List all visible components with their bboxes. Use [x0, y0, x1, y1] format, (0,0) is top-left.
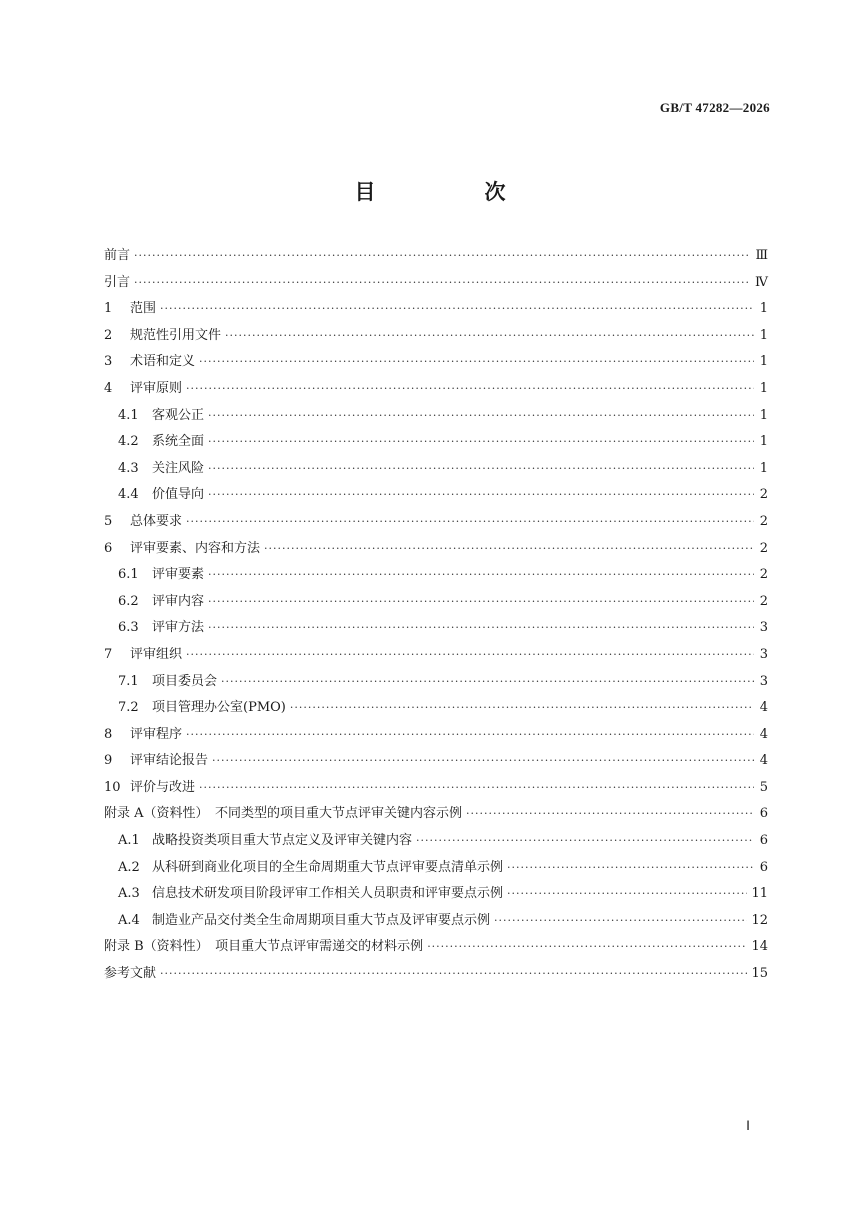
toc-entry-number: 7.2 [118, 700, 139, 716]
toc-entry-label: 评审程序 [130, 726, 183, 742]
toc-entry-number: 7 [104, 646, 113, 662]
toc-entry-label: 评价与改进 [130, 779, 196, 795]
toc-entry-number: 4.4 [118, 487, 139, 503]
toc-entry-label: 评审组织 [130, 646, 183, 662]
toc-entry-page: 2 [759, 487, 768, 503]
table-of-contents [104, 244, 768, 989]
toc-entry-label: 前言 [104, 248, 131, 263]
toc-entry-label: 评审内容 [152, 593, 205, 609]
toc-entry-label: 客观公正 [152, 407, 205, 423]
toc-entry-number: 6.3 [118, 620, 139, 636]
toc-entry[interactable] [104, 723, 768, 750]
toc-dot-leader [416, 834, 754, 847]
toc-entry-label: 系统全面 [152, 434, 205, 450]
toc-entry-number: 8 [104, 726, 113, 742]
toc-entry-page: 3 [759, 646, 768, 662]
toc-entry[interactable] [104, 696, 768, 723]
toc-entry-page: Ⅳ [755, 274, 768, 290]
toc-dot-leader [494, 914, 747, 927]
toc-entry-page: 2 [759, 540, 768, 556]
toc-entry[interactable] [104, 563, 768, 590]
toc-entry[interactable] [104, 590, 768, 617]
toc-entry-label: 规范性引用文件 [130, 327, 222, 343]
toc-entry-label: 评审方法 [152, 620, 205, 636]
toc-entry-label: 附录 B（资料性） 项目重大节点评审需递交的材料示例 [104, 939, 424, 955]
toc-dot-leader [208, 409, 754, 422]
toc-entry[interactable] [104, 962, 768, 989]
toc-dot-leader [199, 781, 754, 794]
toc-entry[interactable] [104, 537, 768, 564]
toc-entry-label: 参考文献 [104, 966, 157, 982]
toc-entry-page: 1 [759, 354, 768, 370]
toc-dot-leader [134, 249, 751, 262]
toc-entry-number: 5 [104, 513, 113, 529]
toc-entry-page: 14 [751, 939, 768, 955]
standard-code: GB/T 47282—2026 [659, 100, 770, 115]
toc-entry[interactable] [104, 670, 768, 697]
toc-entry-number: 7.1 [118, 673, 139, 689]
toc-entry[interactable] [104, 749, 768, 776]
toc-dot-leader [208, 621, 754, 634]
toc-entry-label: 评审结论报告 [130, 753, 209, 769]
toc-entry[interactable] [104, 829, 768, 856]
toc-entry[interactable] [104, 377, 768, 404]
toc-entry-page: 5 [759, 779, 768, 795]
toc-entry-number: 9 [104, 753, 113, 769]
toc-entry-number: 3 [104, 354, 113, 370]
toc-entry-label: 评审要素、内容和方法 [130, 540, 261, 556]
toc-entry-page: 3 [759, 620, 768, 636]
toc-entry[interactable] [104, 244, 768, 271]
toc-entry[interactable] [104, 776, 768, 803]
toc-entry-number: A.4 [118, 912, 140, 928]
toc-entry[interactable] [104, 909, 768, 936]
toc-entry-number: 6.1 [118, 567, 139, 583]
toc-entry-label: 附录 A（资料性） 不同类型的项目重大节点评审关键内容示例 [104, 806, 463, 822]
toc-entry-label: 引言 [104, 274, 131, 290]
toc-entry[interactable] [104, 324, 768, 351]
toc-entry-number: A.3 [118, 886, 140, 902]
toc-entry-label: 总体要求 [130, 513, 183, 529]
toc-entry-page: 6 [759, 833, 768, 849]
toc-entry-page: 2 [759, 513, 768, 529]
toc-entry-label: 项目委员会 [152, 673, 218, 689]
toc-entry-page: 3 [759, 673, 768, 689]
toc-entry-page: 15 [751, 966, 768, 982]
toc-entry[interactable] [104, 510, 768, 537]
toc-entry-label: 评审原则 [130, 380, 183, 396]
toc-entry[interactable] [104, 882, 768, 909]
toc-entry-page: 1 [759, 460, 768, 476]
toc-entry-label: 从科研到商业化项目的全生命周期重大节点评审要点清单示例 [152, 859, 504, 875]
toc-entry-page: 1 [759, 434, 768, 450]
toc-entry-page: 6 [759, 806, 768, 822]
toc-entry-label: 关注风险 [152, 460, 205, 476]
toc-entry-label: 评审要素 [152, 567, 205, 583]
toc-entry[interactable] [104, 643, 768, 670]
page-number: Ⅰ [746, 1118, 750, 1133]
toc-dot-leader [212, 754, 754, 767]
toc-entry[interactable] [104, 271, 768, 298]
toc-entry-label: 信息技术研发项目阶段评审工作相关人员职责和评审要点示例 [152, 886, 504, 902]
toc-dot-leader [208, 488, 754, 501]
toc-entry-number: 4.2 [118, 434, 139, 450]
toc-entry[interactable] [104, 616, 768, 643]
toc-dot-leader [160, 967, 747, 980]
page-title: 目 次 [354, 179, 550, 204]
toc-dot-leader [507, 861, 754, 874]
toc-dot-leader [186, 648, 754, 661]
toc-entry-page: 4 [759, 726, 768, 742]
toc-dot-leader [199, 355, 754, 368]
toc-dot-leader [208, 595, 754, 608]
toc-entry-page: 1 [759, 380, 768, 396]
toc-dot-leader [225, 329, 754, 342]
toc-entry-label: 术语和定义 [130, 354, 196, 370]
toc-entry-number: A.1 [118, 833, 140, 849]
toc-dot-leader [208, 462, 754, 475]
toc-entry-number: 10 [104, 779, 121, 795]
toc-dot-leader [160, 302, 754, 315]
toc-entry-label: 战略投资类项目重大节点定义及评审关键内容 [152, 833, 413, 849]
toc-entry-page: 4 [759, 753, 768, 769]
toc-entry-page: 6 [759, 859, 768, 875]
toc-entry-page: Ⅲ [755, 248, 768, 263]
toc-entry-page: 1 [759, 327, 768, 343]
toc-entry[interactable] [104, 350, 768, 377]
toc-entry-number: 6 [104, 540, 113, 556]
toc-entry[interactable] [104, 404, 768, 431]
toc-dot-leader [134, 276, 751, 289]
toc-entry-number: 1 [104, 301, 113, 317]
toc-entry[interactable] [104, 935, 768, 962]
toc-dot-leader [221, 675, 754, 688]
toc-dot-leader [186, 515, 754, 528]
toc-entry[interactable] [104, 483, 768, 510]
toc-dot-leader [208, 568, 754, 581]
toc-entry-label: 制造业产品交付类全生命周期项目重大节点及评审要点示例 [152, 912, 491, 928]
toc-entry-label: 范围 [130, 301, 157, 317]
toc-dot-leader [290, 701, 754, 714]
toc-dot-leader [186, 728, 754, 741]
toc-dot-leader [427, 940, 747, 953]
toc-entry-number: 4.3 [118, 460, 139, 476]
toc-entry-number: 2 [104, 327, 113, 343]
toc-entry-number: A.2 [118, 859, 140, 875]
toc-dot-leader [208, 435, 754, 448]
toc-entry-page: 1 [759, 407, 768, 423]
toc-dot-leader [186, 382, 754, 395]
toc-entry-page: 1 [759, 301, 768, 317]
toc-entry-page: 12 [751, 912, 768, 928]
toc-entry-page: 11 [751, 886, 768, 902]
toc-entry-page: 2 [759, 593, 768, 609]
toc-entry[interactable] [104, 457, 768, 484]
toc-entry[interactable] [104, 856, 768, 883]
toc-entry[interactable] [104, 802, 768, 829]
toc-dot-leader [264, 542, 754, 555]
toc-entry[interactable] [104, 297, 768, 324]
toc-dot-leader [507, 887, 747, 900]
toc-entry[interactable] [104, 430, 768, 457]
toc-entry-number: 4 [104, 380, 113, 396]
toc-entry-number: 4.1 [118, 407, 139, 423]
toc-entry-page: 4 [759, 700, 768, 716]
toc-entry-number: 6.2 [118, 593, 139, 609]
toc-dot-leader [466, 807, 754, 820]
toc-entry-page: 2 [759, 567, 768, 583]
toc-entry-label: 价值导向 [152, 487, 205, 503]
toc-entry-label: 项目管理办公室(PMO) [152, 700, 286, 716]
